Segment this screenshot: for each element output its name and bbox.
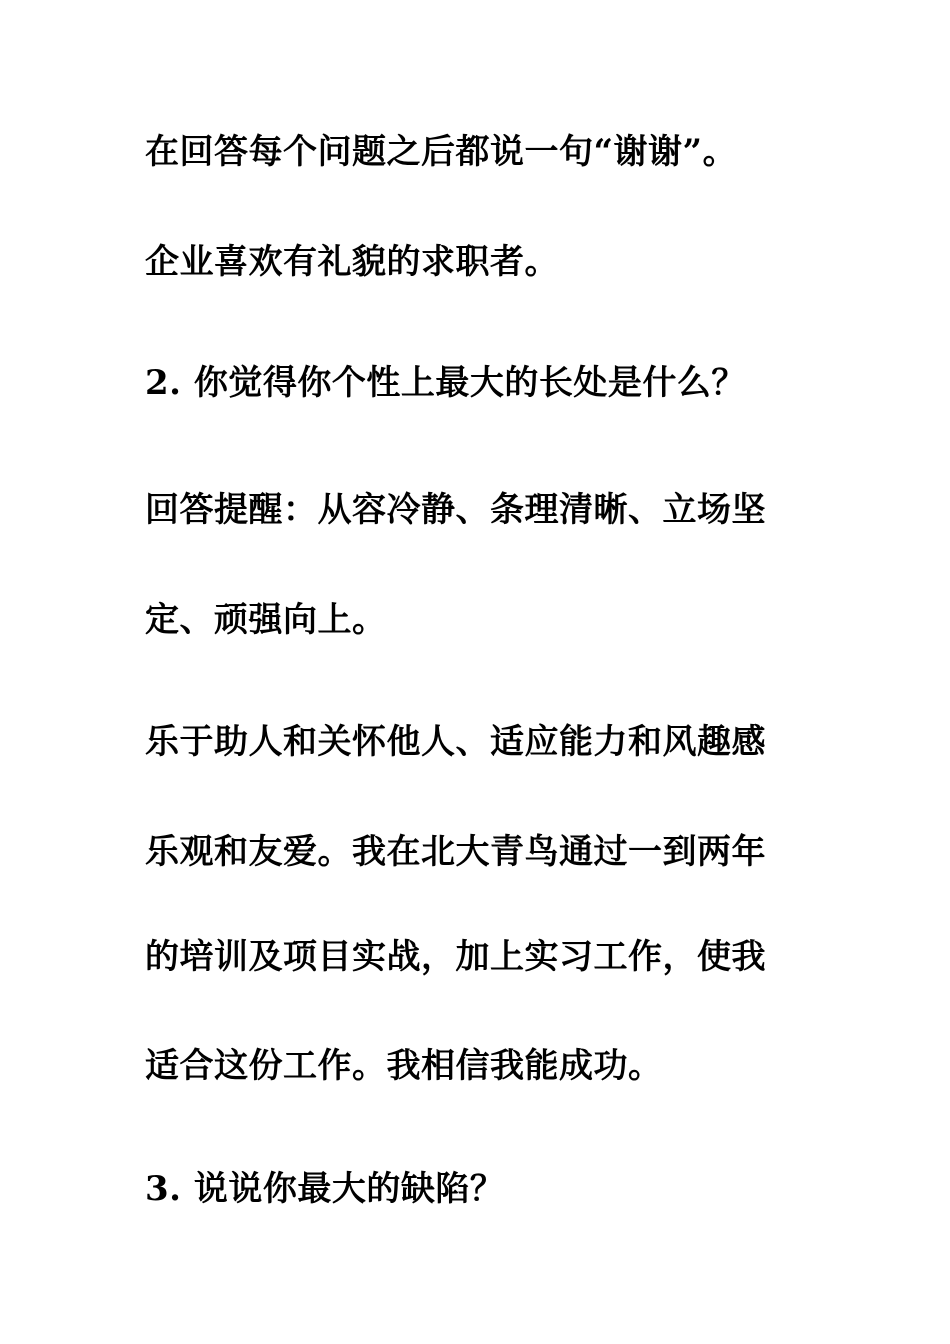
paragraph-line: 回答提醒：从容冷静、条理清晰、立场坚 [145, 490, 766, 530]
question-heading: 3. 说说你最大的缺陷？ [145, 1169, 505, 1209]
paragraph-line: 乐于助人和关怀他人、适应能力和风趣感 [145, 722, 766, 762]
paragraph-line: 乐观和友爱。我在北大青鸟通过一到两年 [145, 832, 766, 872]
paragraph-line: 的培训及项目实战，加上实习工作，使我 [145, 937, 766, 977]
paragraph-line: 定、顽强向上。 [145, 600, 387, 640]
paragraph-line: 适合这份工作。我相信我能成功。 [145, 1046, 663, 1086]
paragraph-line: 企业喜欢有礼貌的求职者。 [145, 242, 559, 282]
paragraph-line: 在回答每个问题之后都说一句“谢谢”。 [145, 132, 738, 172]
question-heading: 2. 你觉得你个性上最大的长处是什么？ [145, 363, 746, 403]
